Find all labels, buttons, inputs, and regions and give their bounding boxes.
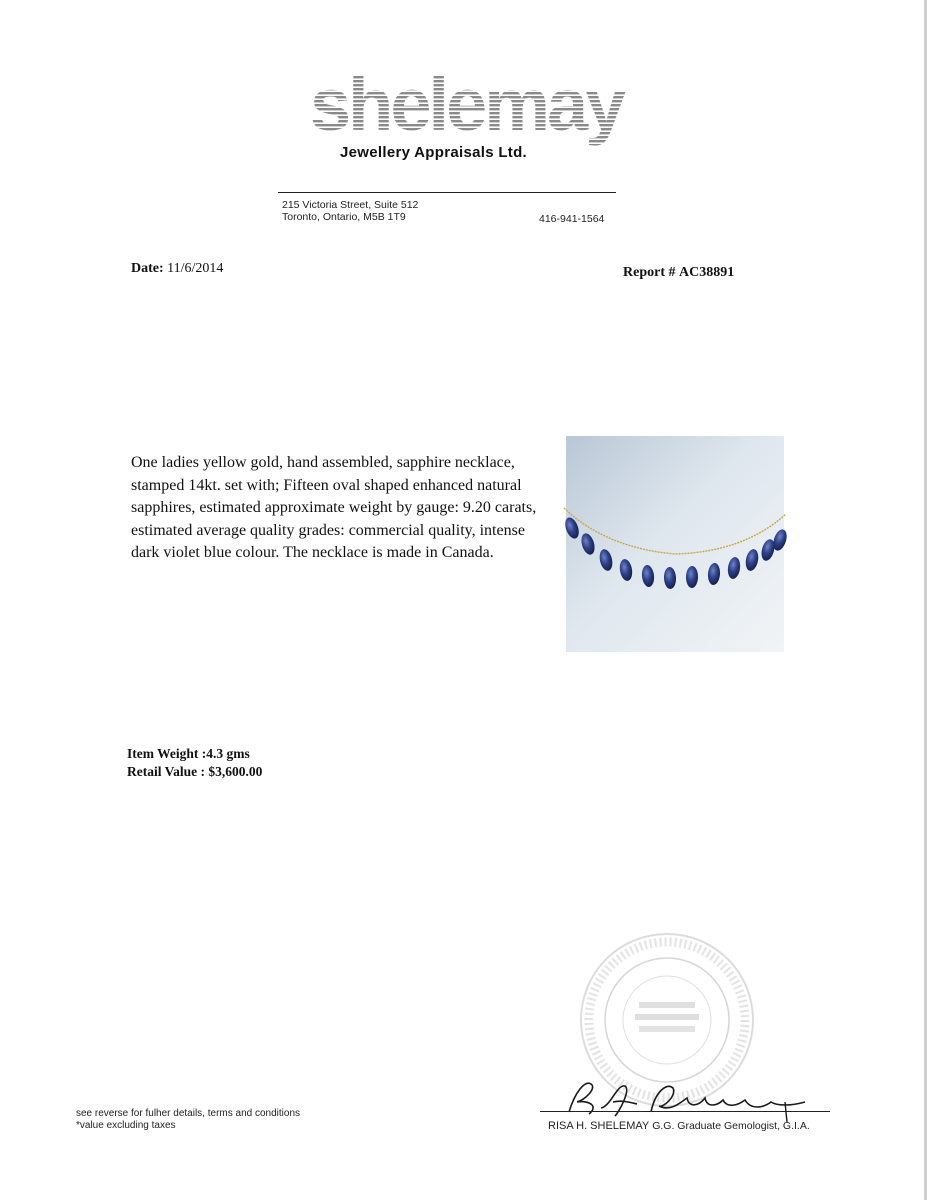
- item-weight-value: 4.3 gms: [206, 746, 250, 761]
- item-weight-label: Item Weight :: [127, 746, 207, 761]
- date-line: [131, 261, 223, 277]
- retail-value-label: Retail Value :: [127, 764, 206, 779]
- retail-value: [127, 764, 262, 780]
- signer-block: [548, 1120, 810, 1132]
- company-logo: [310, 52, 624, 147]
- signer-credentials: G.G. Graduate Gemologist, G.I.A.: [652, 1120, 810, 1132]
- address-line-1: 215 Victoria Street, Suite 512: [282, 199, 419, 211]
- footer-tax-note: *value excluding taxes: [76, 1120, 176, 1131]
- date-value: 11/6/2014: [167, 261, 224, 276]
- phone-number: 416-941-1564: [539, 213, 605, 225]
- report-label: Report #: [623, 265, 676, 280]
- item-weight: [127, 746, 250, 762]
- footer-terms-note: see reverse for fulher details, terms and conditions: [76, 1108, 300, 1119]
- report-line: [623, 265, 734, 281]
- report-number: AC38891: [679, 265, 735, 280]
- letterhead-divider: [278, 192, 616, 193]
- address-line-2: Toronto, Ontario, M5B 1T9: [282, 211, 406, 223]
- company-name: Jewellery Appraisals Ltd.: [340, 144, 528, 161]
- logo-wordmark: shelemay: [310, 63, 624, 146]
- date-label: Date:: [131, 261, 164, 276]
- signer-name: RISA H. SHELEMAY: [548, 1120, 650, 1132]
- necklace-photo: [566, 436, 784, 652]
- retail-value-amount: $3,600.00: [208, 764, 263, 779]
- signature-line: [540, 1111, 830, 1112]
- handwritten-signature: [555, 1072, 815, 1122]
- item-description: One ladies yellow gold, hand assembled, sapphire necklace, stamped 14kt. set with; Fifteen oval shaped enhanced natural sapphires, estimated approximate weight by gauge: 9.20 carats, estimated average quality grades: commercial quality, intense dark violet blue colour. The necklace is made in Canada.: [131, 454, 537, 561]
